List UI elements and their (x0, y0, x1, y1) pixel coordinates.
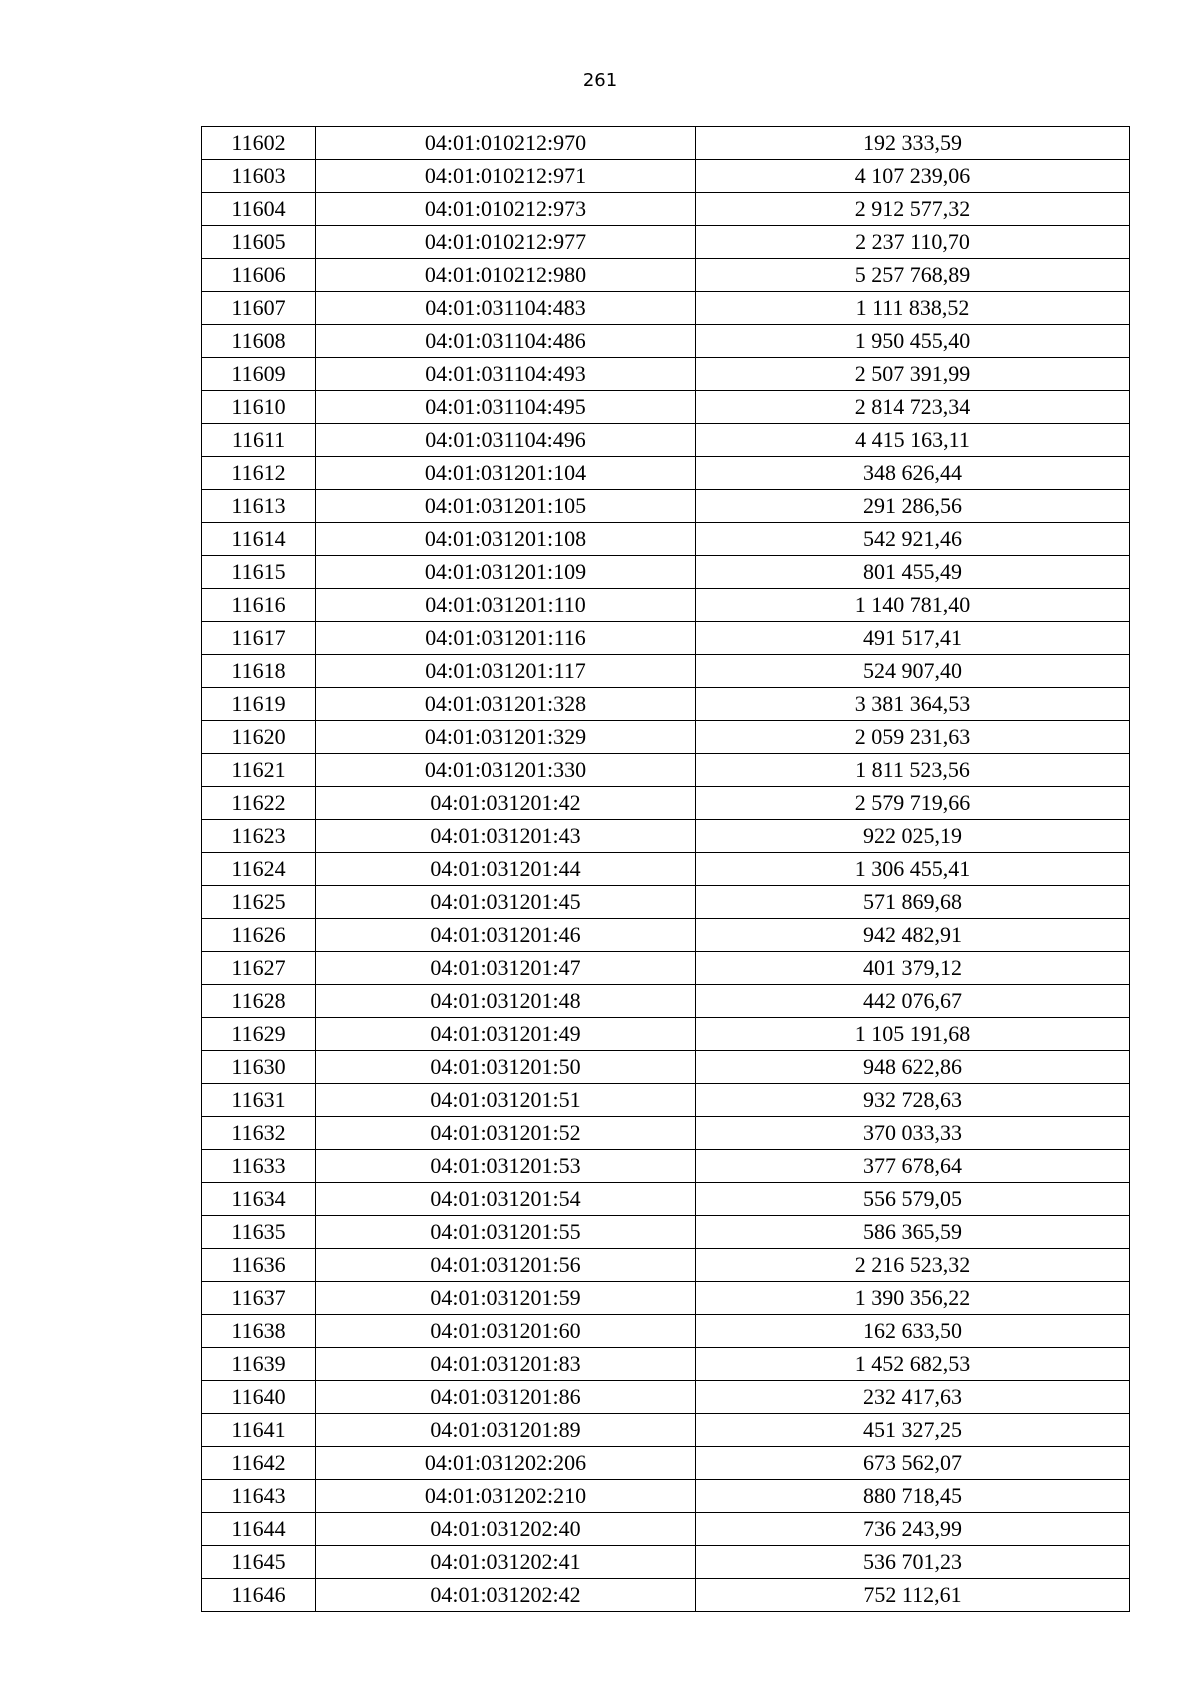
value-cell: 232 417,63 (696, 1381, 1130, 1414)
cadastral-number-cell: 04:01:031201:53 (316, 1150, 696, 1183)
row-number-cell: 11645 (202, 1546, 316, 1579)
table-row (202, 1183, 1130, 1216)
row-number-cell: 11632 (202, 1117, 316, 1150)
value-cell: 922 025,19 (696, 820, 1130, 853)
table-row (202, 655, 1130, 688)
table-row (202, 688, 1130, 721)
cadastral-number-cell: 04:01:031201:60 (316, 1315, 696, 1348)
cadastral-number-cell: 04:01:031104:495 (316, 391, 696, 424)
cadastral-number-cell: 04:01:031201:330 (316, 754, 696, 787)
row-number-cell: 11622 (202, 787, 316, 820)
table-row (202, 1150, 1130, 1183)
value-cell: 1 306 455,41 (696, 853, 1130, 886)
cadastral-number-cell: 04:01:031201:50 (316, 1051, 696, 1084)
table-row (202, 1381, 1130, 1414)
cadastral-number-cell: 04:01:031201:329 (316, 721, 696, 754)
value-cell: 556 579,05 (696, 1183, 1130, 1216)
row-number-cell: 11603 (202, 160, 316, 193)
row-number-cell: 11637 (202, 1282, 316, 1315)
cadastral-number-cell: 04:01:031104:486 (316, 325, 696, 358)
cadastral-number-cell: 04:01:031201:104 (316, 457, 696, 490)
value-cell: 401 379,12 (696, 952, 1130, 985)
value-cell: 880 718,45 (696, 1480, 1130, 1513)
table-row (202, 292, 1130, 325)
row-number-cell: 11612 (202, 457, 316, 490)
row-number-cell: 11616 (202, 589, 316, 622)
value-cell: 586 365,59 (696, 1216, 1130, 1249)
table-row (202, 1117, 1130, 1150)
value-cell: 291 286,56 (696, 490, 1130, 523)
table-row (202, 985, 1130, 1018)
row-number-cell: 11623 (202, 820, 316, 853)
value-cell: 536 701,23 (696, 1546, 1130, 1579)
table-row (202, 1447, 1130, 1480)
value-cell: 571 869,68 (696, 886, 1130, 919)
value-cell: 162 633,50 (696, 1315, 1130, 1348)
table-row (202, 556, 1130, 589)
table-row (202, 391, 1130, 424)
table-row (202, 523, 1130, 556)
cadastral-number-cell: 04:01:031202:41 (316, 1546, 696, 1579)
table-row (202, 1216, 1130, 1249)
cadastral-number-cell: 04:01:010212:970 (316, 127, 696, 160)
table-row (202, 1018, 1130, 1051)
table-row (202, 490, 1130, 523)
cadastral-number-cell: 04:01:031201:328 (316, 688, 696, 721)
table-row (202, 1480, 1130, 1513)
cadastral-number-cell: 04:01:031201:42 (316, 787, 696, 820)
cadastral-number-cell: 04:01:031201:116 (316, 622, 696, 655)
cadastral-number-cell: 04:01:031201:49 (316, 1018, 696, 1051)
row-number-cell: 11642 (202, 1447, 316, 1480)
cadastral-number-cell: 04:01:031201:52 (316, 1117, 696, 1150)
row-number-cell: 11624 (202, 853, 316, 886)
cadastral-number-cell: 04:01:031201:44 (316, 853, 696, 886)
cadastral-number-cell: 04:01:010212:973 (316, 193, 696, 226)
row-number-cell: 11640 (202, 1381, 316, 1414)
row-number-cell: 11619 (202, 688, 316, 721)
row-number-cell: 11604 (202, 193, 316, 226)
table-row (202, 919, 1130, 952)
table-row (202, 1051, 1130, 1084)
cadastral-number-cell: 04:01:031202:42 (316, 1579, 696, 1612)
row-number-cell: 11630 (202, 1051, 316, 1084)
value-cell: 2 507 391,99 (696, 358, 1130, 391)
row-number-cell: 11621 (202, 754, 316, 787)
value-cell: 451 327,25 (696, 1414, 1130, 1447)
value-cell: 2 059 231,63 (696, 721, 1130, 754)
cadastral-value-table (201, 126, 1130, 1612)
value-cell: 1 452 682,53 (696, 1348, 1130, 1381)
table-row (202, 721, 1130, 754)
cadastral-number-cell: 04:01:031201:86 (316, 1381, 696, 1414)
value-cell: 801 455,49 (696, 556, 1130, 589)
table-row (202, 457, 1130, 490)
cadastral-number-cell: 04:01:031201:109 (316, 556, 696, 589)
table-row (202, 226, 1130, 259)
table-row (202, 622, 1130, 655)
table-row (202, 952, 1130, 985)
cadastral-number-cell: 04:01:010212:977 (316, 226, 696, 259)
row-number-cell: 11625 (202, 886, 316, 919)
cadastral-number-cell: 04:01:031201:55 (316, 1216, 696, 1249)
cadastral-number-cell: 04:01:031104:483 (316, 292, 696, 325)
table-row (202, 1546, 1130, 1579)
value-cell: 1 140 781,40 (696, 589, 1130, 622)
cadastral-number-cell: 04:01:031201:117 (316, 655, 696, 688)
value-cell: 491 517,41 (696, 622, 1130, 655)
row-number-cell: 11614 (202, 523, 316, 556)
row-number-cell: 11643 (202, 1480, 316, 1513)
table-row (202, 589, 1130, 622)
row-number-cell: 11639 (202, 1348, 316, 1381)
value-cell: 542 921,46 (696, 523, 1130, 556)
table-row (202, 424, 1130, 457)
row-number-cell: 11606 (202, 259, 316, 292)
cadastral-number-cell: 04:01:031201:54 (316, 1183, 696, 1216)
page-number: 261 (582, 70, 618, 91)
cadastral-number-cell: 04:01:010212:971 (316, 160, 696, 193)
cadastral-number-cell: 04:01:010212:980 (316, 259, 696, 292)
table-row (202, 1414, 1130, 1447)
value-cell: 192 333,59 (696, 127, 1130, 160)
table-row (202, 325, 1130, 358)
value-cell: 5 257 768,89 (696, 259, 1130, 292)
table-row (202, 1348, 1130, 1381)
cadastral-number-cell: 04:01:031201:56 (316, 1249, 696, 1282)
table-row (202, 820, 1130, 853)
row-number-cell: 11611 (202, 424, 316, 457)
value-cell: 752 112,61 (696, 1579, 1130, 1612)
row-number-cell: 11617 (202, 622, 316, 655)
table-row (202, 127, 1130, 160)
cadastral-number-cell: 04:01:031201:89 (316, 1414, 696, 1447)
table-row (202, 1249, 1130, 1282)
cadastral-number-cell: 04:01:031202:206 (316, 1447, 696, 1480)
table-body (202, 127, 1130, 1612)
table-row (202, 259, 1130, 292)
value-cell: 942 482,91 (696, 919, 1130, 952)
row-number-cell: 11620 (202, 721, 316, 754)
table-row (202, 1579, 1130, 1612)
cadastral-number-cell: 04:01:031201:51 (316, 1084, 696, 1117)
value-cell: 524 907,40 (696, 655, 1130, 688)
value-cell: 370 033,33 (696, 1117, 1130, 1150)
table-row (202, 853, 1130, 886)
cadastral-number-cell: 04:01:031104:496 (316, 424, 696, 457)
value-cell: 4 415 163,11 (696, 424, 1130, 457)
value-cell: 4 107 239,06 (696, 160, 1130, 193)
value-cell: 948 622,86 (696, 1051, 1130, 1084)
row-number-cell: 11628 (202, 985, 316, 1018)
value-cell: 2 216 523,32 (696, 1249, 1130, 1282)
table-row (202, 1315, 1130, 1348)
row-number-cell: 11646 (202, 1579, 316, 1612)
row-number-cell: 11602 (202, 127, 316, 160)
table-row (202, 160, 1130, 193)
value-cell: 442 076,67 (696, 985, 1130, 1018)
value-cell: 1 390 356,22 (696, 1282, 1130, 1315)
row-number-cell: 11610 (202, 391, 316, 424)
row-number-cell: 11626 (202, 919, 316, 952)
table-row (202, 193, 1130, 226)
cadastral-number-cell: 04:01:031201:48 (316, 985, 696, 1018)
table-row (202, 1282, 1130, 1315)
cadastral-number-cell: 04:01:031201:83 (316, 1348, 696, 1381)
row-number-cell: 11631 (202, 1084, 316, 1117)
row-number-cell: 11608 (202, 325, 316, 358)
cadastral-number-cell: 04:01:031201:105 (316, 490, 696, 523)
row-number-cell: 11618 (202, 655, 316, 688)
value-cell: 932 728,63 (696, 1084, 1130, 1117)
cadastral-number-cell: 04:01:031201:43 (316, 820, 696, 853)
value-cell: 1 950 455,40 (696, 325, 1130, 358)
cadastral-number-cell: 04:01:031201:108 (316, 523, 696, 556)
cadastral-number-cell: 04:01:031201:59 (316, 1282, 696, 1315)
table-row (202, 1513, 1130, 1546)
row-number-cell: 11627 (202, 952, 316, 985)
row-number-cell: 11641 (202, 1414, 316, 1447)
row-number-cell: 11636 (202, 1249, 316, 1282)
value-cell: 3 381 364,53 (696, 688, 1130, 721)
row-number-cell: 11634 (202, 1183, 316, 1216)
value-cell: 2 814 723,34 (696, 391, 1130, 424)
cadastral-number-cell: 04:01:031201:45 (316, 886, 696, 919)
table-row (202, 886, 1130, 919)
row-number-cell: 11615 (202, 556, 316, 589)
row-number-cell: 11633 (202, 1150, 316, 1183)
value-cell: 2 912 577,32 (696, 193, 1130, 226)
cadastral-number-cell: 04:01:031201:46 (316, 919, 696, 952)
cadastral-number-cell: 04:01:031104:493 (316, 358, 696, 391)
row-number-cell: 11613 (202, 490, 316, 523)
cadastral-number-cell: 04:01:031202:210 (316, 1480, 696, 1513)
value-cell: 2 579 719,66 (696, 787, 1130, 820)
row-number-cell: 11609 (202, 358, 316, 391)
row-number-cell: 11638 (202, 1315, 316, 1348)
value-cell: 377 678,64 (696, 1150, 1130, 1183)
value-cell: 1 111 838,52 (696, 292, 1130, 325)
table-row (202, 1084, 1130, 1117)
value-cell: 2 237 110,70 (696, 226, 1130, 259)
value-cell: 1 811 523,56 (696, 754, 1130, 787)
row-number-cell: 11635 (202, 1216, 316, 1249)
table-row (202, 787, 1130, 820)
value-cell: 348 626,44 (696, 457, 1130, 490)
row-number-cell: 11629 (202, 1018, 316, 1051)
value-cell: 1 105 191,68 (696, 1018, 1130, 1051)
row-number-cell: 11607 (202, 292, 316, 325)
value-cell: 736 243,99 (696, 1513, 1130, 1546)
row-number-cell: 11644 (202, 1513, 316, 1546)
row-number-cell: 11605 (202, 226, 316, 259)
table-row (202, 754, 1130, 787)
value-cell: 673 562,07 (696, 1447, 1130, 1480)
table-row (202, 358, 1130, 391)
cadastral-number-cell: 04:01:031201:47 (316, 952, 696, 985)
cadastral-number-cell: 04:01:031202:40 (316, 1513, 696, 1546)
cadastral-number-cell: 04:01:031201:110 (316, 589, 696, 622)
